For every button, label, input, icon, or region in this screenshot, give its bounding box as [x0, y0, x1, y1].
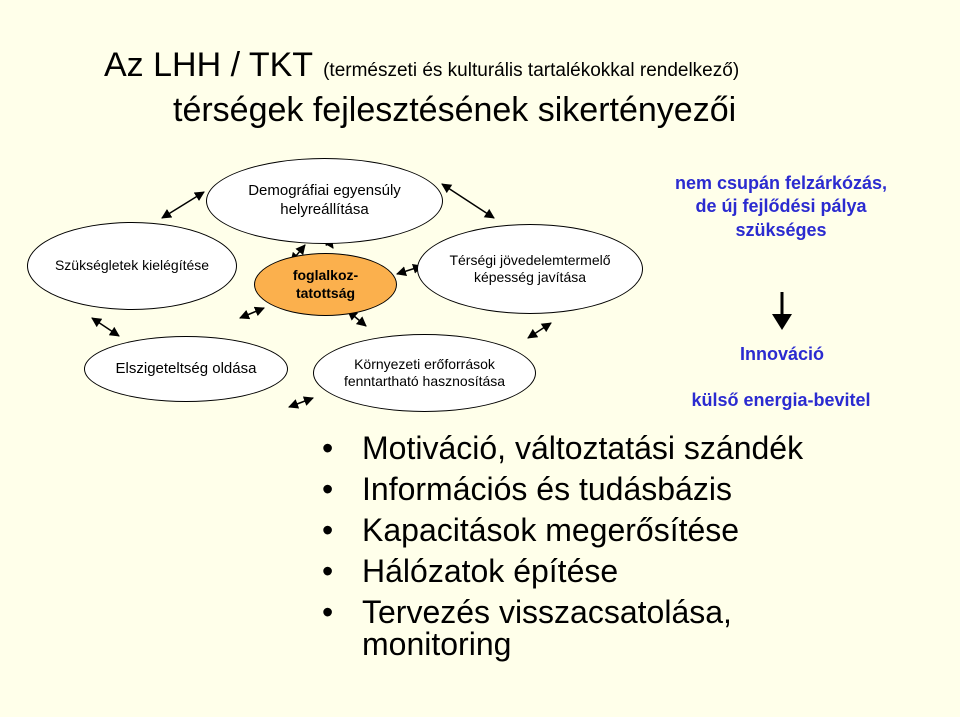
statement-text: nem csupán felzárkózás, de új fejlődési pálya szükséges — [674, 173, 888, 240]
title-main: Az LHH / TKT — [104, 46, 314, 84]
energia-label: külső energia-bevitel — [691, 390, 871, 410]
node-demografiai — [206, 158, 443, 244]
arrow-tersegi-kornyezeti — [528, 323, 551, 338]
node-szuksegletek-label: Szükségletek kielégítése — [54, 257, 210, 274]
title-line2: térségek fejlesztésének sikertényezői — [173, 91, 737, 129]
node-tersegi — [417, 224, 643, 314]
list-item: • Kapacitások megerősítése — [322, 514, 832, 546]
node-elszigeteltseg-label: Elszigeteltség oldása — [115, 359, 257, 377]
arrow-szuksegletek-elszigeteltseg — [92, 318, 119, 336]
list-item: • Motiváció, változtatási szándék — [322, 432, 832, 464]
arrow-down-head — [772, 314, 792, 330]
node-kornyezeti — [313, 334, 536, 412]
arrow-demografiai-tersegi — [442, 184, 494, 218]
arrow-foglalkoztatottsag-elszigeteltseg — [240, 308, 264, 318]
arrow-elszigeteltseg-kornyezeti — [289, 398, 313, 407]
node-szuksegletek — [27, 222, 237, 310]
node-tersegi-label: Térségi jövedelemtermelő képesség javítása — [449, 251, 611, 285]
list-item: • Információs és tudásbázis — [322, 473, 832, 505]
node-kornyezeti-label: Környezeti erőforrások fenntartható hasznosítása — [343, 355, 506, 389]
arrow-szuksegletek-demografiai — [162, 192, 204, 218]
node-foglalkoztatottsag-label: foglalkoz-tatottság — [292, 267, 359, 301]
success-factors-list — [322, 432, 832, 669]
list-item: • Hálózatok építése — [322, 555, 832, 587]
innovacio-label: Innováció — [739, 344, 824, 364]
node-demografiai-label: Demográfiai egyensúly helyreállítása — [248, 182, 401, 218]
list-item: • Tervezés visszacsatolása, monitoring — [322, 596, 832, 660]
node-elszigeteltseg — [84, 336, 288, 402]
node-foglalkoztatottsag — [254, 253, 397, 316]
title-subtitle: (természeti és kulturális tartalékokkal rendelkező) — [323, 60, 740, 81]
